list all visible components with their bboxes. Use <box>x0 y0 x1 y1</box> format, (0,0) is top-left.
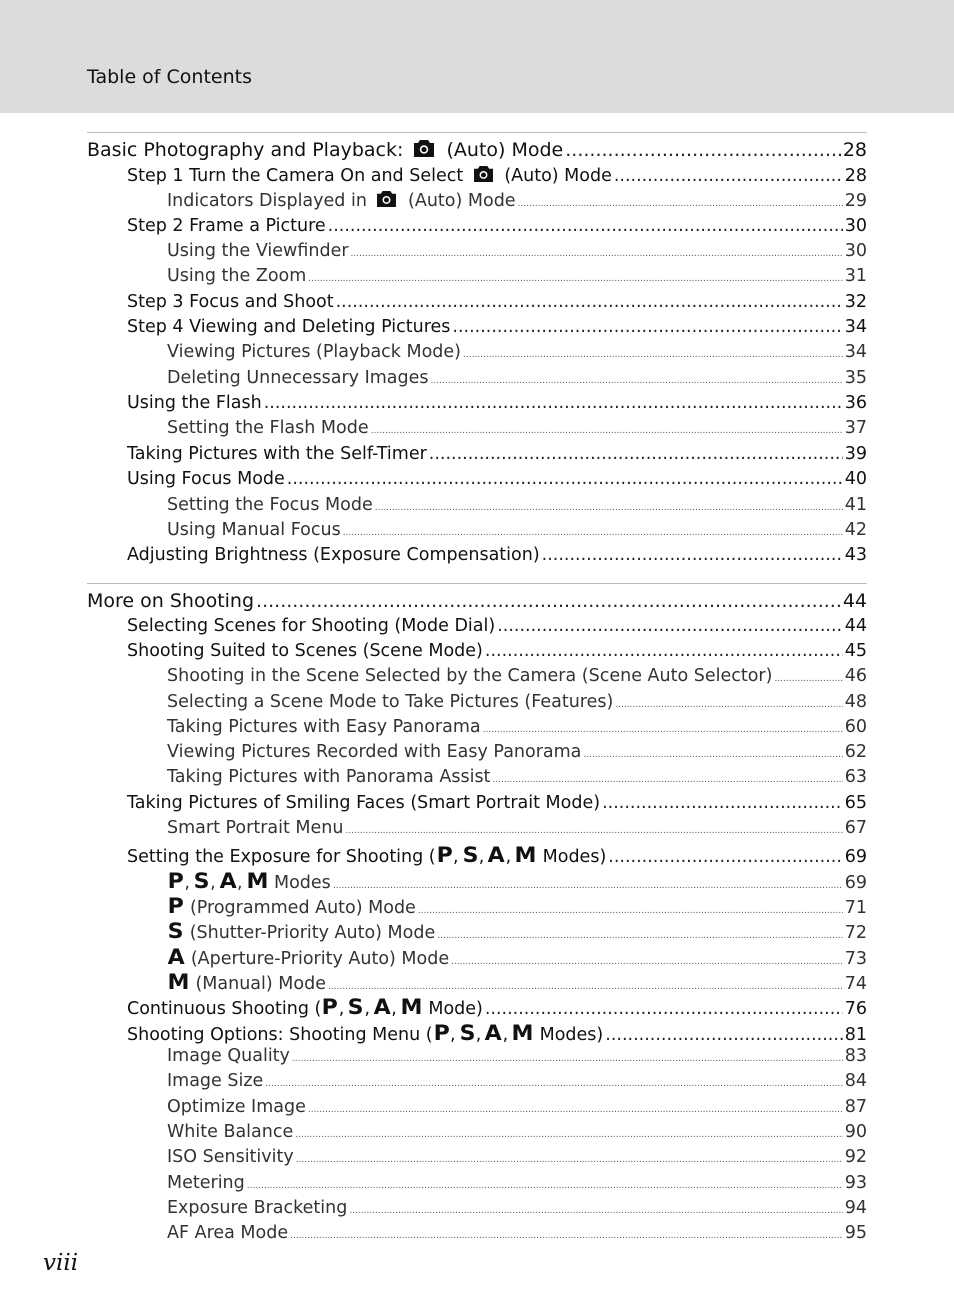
entry-label: White Balance <box>167 1122 294 1142</box>
entry-label: Selecting a Scene Mode to Take Pictures (Features) <box>167 691 614 712</box>
leader-dots <box>328 216 843 236</box>
entry-label-suffix: (Auto) Mode <box>440 139 564 161</box>
page-number: 44 <box>842 589 867 612</box>
entry-label: Setting the Exposure for Shooting ( <box>127 847 436 868</box>
leader-dots <box>264 393 843 413</box>
entry-label-suffix: Modes) <box>537 847 607 868</box>
toc-subentry[interactable]: P, S, A, M Modes ..... 69 <box>87 869 867 894</box>
toc-subentry[interactable] <box>87 666 867 691</box>
entry-label: Using the Flash <box>127 393 262 414</box>
toc-subentry[interactable] <box>87 1223 867 1248</box>
leader-dots <box>605 1025 842 1045</box>
page-number: 93 <box>844 1172 867 1193</box>
leader-dots <box>774 674 842 684</box>
entry-label-suffix: Modes) <box>534 1024 604 1045</box>
entry-label-suffix: Mode) <box>422 999 483 1020</box>
leader-dots <box>463 350 843 360</box>
page-number: 35 <box>844 367 867 388</box>
table-of-contents <box>87 132 867 1260</box>
leader-dots <box>290 1231 843 1241</box>
page-number: 42 <box>844 519 867 540</box>
page-number: 41 <box>844 494 867 515</box>
toc-entry[interactable]: Setting the Exposure for Shooting (P, S, A, M Modes) ..... 69 <box>87 843 867 868</box>
toc-entry[interactable] <box>87 793 867 818</box>
entry-label-suffix: (Shutter-Priority Auto) Mode <box>184 923 436 944</box>
mode-a-icon: A <box>167 944 185 969</box>
page-number: 90 <box>844 1122 867 1142</box>
entry-label-suffix: (Programmed Auto) Mode <box>184 898 416 919</box>
toc-subentry[interactable] <box>87 742 867 767</box>
toc-subentry[interactable] <box>87 818 867 843</box>
leader-dots <box>437 931 842 941</box>
toc-entry[interactable] <box>87 393 867 418</box>
page-number: 48 <box>844 691 867 712</box>
page-number: 92 <box>844 1147 867 1168</box>
toc-subentry[interactable] <box>87 1071 867 1096</box>
leader-dots <box>452 317 842 337</box>
entry-label: Step 3 Focus and Shoot <box>127 291 334 312</box>
toc-entry[interactable] <box>87 292 867 317</box>
leader-dots <box>565 139 841 161</box>
mode-m-icon: M <box>167 970 190 995</box>
mode-m-icon: M <box>511 1020 534 1045</box>
mode-a-icon: A <box>487 843 506 868</box>
leader-dots <box>608 847 842 867</box>
leader-dots <box>247 1181 843 1191</box>
page-folio: viii <box>43 1250 79 1276</box>
toc-subentry[interactable] <box>87 1097 867 1122</box>
toc-subentry[interactable] <box>87 342 867 367</box>
page-number: 39 <box>844 443 867 464</box>
toc-subentry[interactable] <box>87 1198 867 1223</box>
entry-label: AF Area Mode <box>167 1223 289 1244</box>
mode-m-icon: M <box>514 843 537 868</box>
leader-dots <box>295 1130 842 1140</box>
toc-entry[interactable] <box>87 165 867 190</box>
entry-label: Step 4 Viewing and Deleting Pictures <box>127 317 451 338</box>
page-number: 67 <box>844 818 867 839</box>
entry-label: Smart Portrait Menu <box>167 818 344 839</box>
entry-label: Adjusting Brightness (Exposure Compensation) <box>127 545 540 566</box>
mode-a-icon: A <box>219 868 237 893</box>
leader-dots <box>614 166 843 186</box>
toc-subentry[interactable] <box>87 767 867 792</box>
toc-entry[interactable]: Continuous Shooting (P, S, A, M Mode) ..... 76 <box>87 995 867 1020</box>
leader-dots <box>615 700 842 710</box>
page-number: 74 <box>844 974 867 995</box>
entry-label: Selecting Scenes for Shooting (Mode Dial) <box>127 615 496 636</box>
page-number: 29 <box>844 191 867 212</box>
mode-m-icon: M <box>400 995 423 1020</box>
leader-dots <box>345 826 842 836</box>
mode-s-icon: S <box>193 868 210 893</box>
page-number: 28 <box>842 139 867 161</box>
mode-s-icon: S <box>459 1020 476 1045</box>
mode-p-icon: P <box>321 995 339 1020</box>
page-number: 81 <box>844 1024 867 1045</box>
leader-dots <box>497 616 843 636</box>
leader-dots <box>308 274 842 284</box>
leader-dots <box>351 249 843 259</box>
toc-entry[interactable] <box>87 317 867 342</box>
page-number: 32 <box>844 291 867 312</box>
page-number: 36 <box>844 393 867 414</box>
toc-section-heading[interactable] <box>87 590 867 616</box>
page-number: 87 <box>844 1096 867 1117</box>
toc-entry[interactable] <box>87 216 867 241</box>
header-band <box>0 0 954 113</box>
entry-label: Taking Pictures with Panorama Assist <box>167 767 491 788</box>
page-number: 28 <box>844 166 867 186</box>
entry-label: Optimize Image <box>167 1096 306 1117</box>
entry-label: More on Shooting <box>87 589 255 612</box>
toc-entry[interactable] <box>87 641 867 666</box>
leader-dots <box>265 1079 842 1089</box>
toc-subentry[interactable] <box>87 266 867 291</box>
entry-label: Step 1 Turn the Camera On and Select <box>127 166 469 186</box>
leader-dots <box>328 982 843 992</box>
page-number: 73 <box>844 948 867 969</box>
leader-dots <box>485 641 843 661</box>
mode-p-icon: P <box>167 868 184 893</box>
leader-dots <box>485 999 843 1019</box>
leader-dots <box>256 590 841 612</box>
entry-label: Taking Pictures with Easy Panorama <box>167 716 481 737</box>
toc-subentry[interactable] <box>87 717 867 742</box>
leader-dots <box>431 376 843 386</box>
page-number: 31 <box>844 266 867 287</box>
toc-subentry[interactable] <box>87 418 867 443</box>
leader-dots <box>296 1155 843 1165</box>
entry-label-suffix: (Manual) Mode <box>189 974 326 995</box>
page-number: 71 <box>844 898 867 919</box>
leader-dots <box>518 199 843 209</box>
page-number: 30 <box>844 241 867 262</box>
entry-label: Shooting Suited to Scenes (Scene Mode) <box>127 640 483 661</box>
entry-label-suffix: (Aperture-Priority Auto) Mode <box>185 948 450 969</box>
page-number: 30 <box>844 215 867 236</box>
mode-a-icon: A <box>373 995 391 1020</box>
entry-label: ISO Sensitivity <box>167 1147 294 1168</box>
page-number: 43 <box>844 545 867 566</box>
leader-dots <box>287 469 843 489</box>
toc-subentry[interactable] <box>87 894 867 919</box>
camera-auto-icon <box>473 165 494 188</box>
entry-label: Viewing Pictures (Playback Mode) <box>167 342 461 363</box>
toc-section-heading[interactable] <box>87 139 867 165</box>
page-number: 60 <box>844 716 867 737</box>
leader-dots <box>492 775 842 785</box>
toc-subentry[interactable] <box>87 919 867 944</box>
toc-subentry[interactable] <box>87 190 867 215</box>
page-number: 69 <box>844 872 867 893</box>
toc-entry[interactable] <box>87 545 867 570</box>
toc-subentry[interactable] <box>87 945 867 970</box>
leader-dots <box>483 725 843 735</box>
leader-dots <box>333 881 843 891</box>
page-number: 62 <box>844 742 867 763</box>
entry-label: Image Quality <box>167 1046 290 1067</box>
page-number: 45 <box>844 640 867 661</box>
page-number: 63 <box>844 767 867 788</box>
mode-p-icon: P <box>433 1020 450 1045</box>
page-number: 69 <box>844 847 867 868</box>
entry-label: Using the Zoom <box>167 266 307 287</box>
leader-dots <box>292 1054 843 1064</box>
page-number: 95 <box>844 1223 867 1244</box>
toc-subentry[interactable] <box>87 1147 867 1172</box>
toc-subentry[interactable] <box>87 1173 867 1198</box>
toc-subentry[interactable] <box>87 692 867 717</box>
page-number: 76 <box>844 999 867 1020</box>
entry-label: Using Manual Focus <box>167 519 341 540</box>
page-number: 44 <box>844 615 867 636</box>
entry-label: Exposure Bracketing <box>167 1197 348 1218</box>
camera-auto-icon <box>413 139 435 163</box>
entry-label: Image Size <box>167 1071 264 1092</box>
leader-dots <box>349 1206 842 1216</box>
entry-label: Taking Pictures of Smiling Faces (Smart Portrait Mode) <box>127 792 601 813</box>
mode-p-icon: P <box>167 894 184 919</box>
entry-label: Deleting Unnecessary Images <box>167 367 429 388</box>
leader-dots <box>308 1105 843 1115</box>
page-number: 72 <box>844 923 867 944</box>
toc-subentry[interactable] <box>87 241 867 266</box>
toc-subentry[interactable] <box>87 368 867 393</box>
page-number: 84 <box>844 1071 867 1092</box>
leader-dots <box>583 750 842 760</box>
leader-dots <box>375 503 843 513</box>
toc-entry[interactable]: Shooting Options: Shooting Menu (P, S, A, M Modes) ..... 81 <box>87 1021 867 1046</box>
toc-subentry[interactable] <box>87 970 867 995</box>
entry-label: Viewing Pictures Recorded with Easy Panorama <box>167 742 582 763</box>
page-number: 46 <box>844 666 867 687</box>
mode-p-icon: P <box>436 843 453 868</box>
page-number: 94 <box>844 1197 867 1218</box>
mode-m-icon: M <box>246 868 268 893</box>
mode-s-icon: S <box>167 919 184 944</box>
camera-auto-icon <box>376 190 397 213</box>
entry-label-suffix: (Auto) Mode <box>402 191 516 212</box>
entry-label: Setting the Focus Mode <box>167 494 373 515</box>
mode-a-icon: A <box>484 1020 502 1045</box>
toc-entry[interactable] <box>87 616 867 641</box>
page-number: 37 <box>844 418 867 439</box>
leader-dots <box>451 957 843 967</box>
leader-dots <box>336 292 843 312</box>
entry-label: Basic Photography and Playback: <box>87 139 410 161</box>
mode-s-icon: S <box>347 995 364 1020</box>
entry-label: Indicators Displayed in <box>167 191 373 212</box>
section-more-on-shooting <box>87 583 867 1249</box>
entry-label: Using the Viewfinder <box>167 241 349 262</box>
leader-dots <box>418 906 843 916</box>
leader-dots <box>429 444 843 464</box>
entry-label: Shooting Options: Shooting Menu ( <box>127 1024 433 1045</box>
entry-label-suffix: (Auto) Mode <box>498 166 612 186</box>
page-number: 65 <box>844 792 867 813</box>
page-number: 40 <box>844 469 867 490</box>
mode-s-icon: S <box>462 843 479 868</box>
entry-label: Continuous Shooting ( <box>127 999 322 1020</box>
entry-label: Shooting in the Scene Selected by the Camera (Scene Auto Selector) <box>167 666 773 687</box>
entry-label-suffix: Modes <box>268 872 331 893</box>
toc-subentry[interactable] <box>87 1122 867 1147</box>
header-title: Table of Contents <box>87 66 252 88</box>
toc-entry[interactable] <box>87 444 867 469</box>
toc-entry[interactable] <box>87 469 867 494</box>
leader-dots <box>343 528 843 538</box>
page-number: 34 <box>844 317 867 338</box>
entry-label: Metering <box>167 1172 245 1193</box>
toc-subentry[interactable] <box>87 520 867 545</box>
page-number: 83 <box>844 1046 867 1067</box>
toc-subentry[interactable] <box>87 1046 867 1071</box>
page-number: 34 <box>844 342 867 363</box>
leader-dots <box>371 426 843 436</box>
leader-dots <box>602 793 843 813</box>
entry-label: Taking Pictures with the Self-Timer <box>127 443 427 464</box>
section-basic-photography <box>87 132 867 571</box>
toc-subentry[interactable] <box>87 495 867 520</box>
leader-dots <box>542 545 843 565</box>
entry-label: Setting the Flash Mode <box>167 418 369 439</box>
entry-label: Using Focus Mode <box>127 469 285 490</box>
entry-label: Step 2 Frame a Picture <box>127 215 326 236</box>
